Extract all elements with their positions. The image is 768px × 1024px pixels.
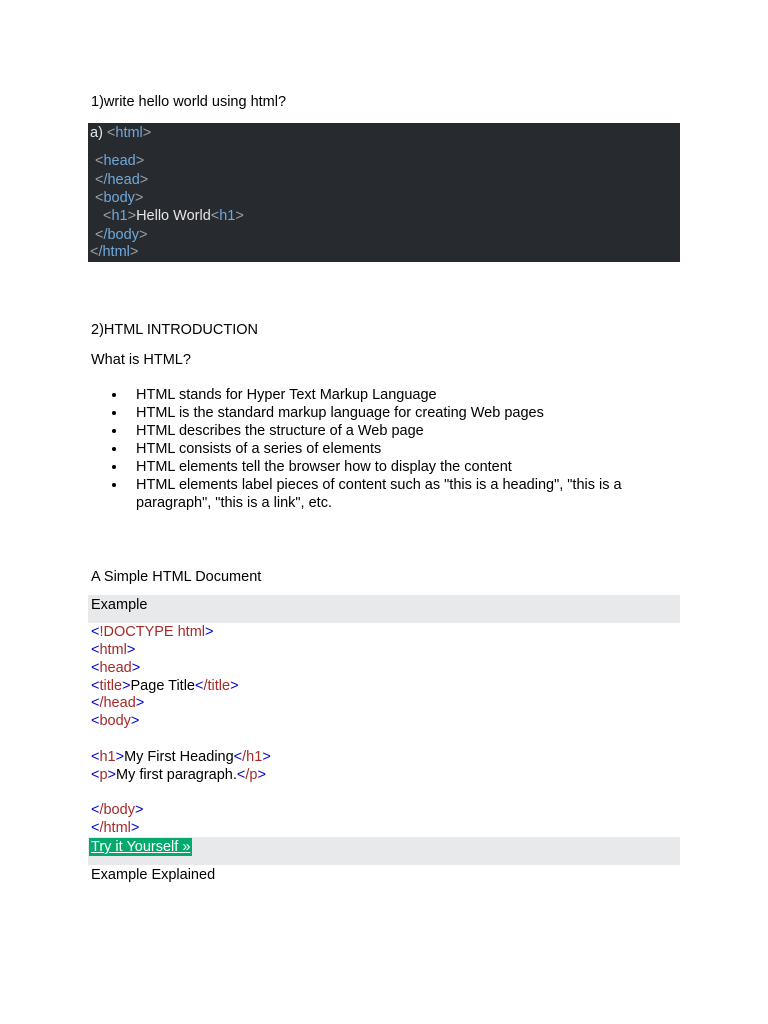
code-tag: body: [99, 713, 131, 729]
code-tag: h1: [111, 208, 128, 224]
example-explained-heading: Example Explained: [91, 867, 216, 883]
intro-heading: 2)HTML INTRODUCTION: [91, 322, 259, 338]
code-tag: !DOCTYPE html: [99, 624, 206, 640]
bullet-dot-icon: [112, 465, 116, 469]
code-line-1: a) <html>: [90, 125, 152, 141]
code-tag: /body: [103, 227, 139, 243]
code-text: My first paragraph.: [116, 767, 237, 783]
html-facts-list: [112, 386, 672, 512]
code-line-h1: <h1>My First Heading</h1>: [91, 749, 271, 765]
code-line-html-close: </html>: [91, 820, 140, 836]
code-tag: p: [99, 767, 108, 783]
list-item-text: HTML stands for Hyper Text Markup Language: [136, 387, 437, 403]
bullet-dot-icon: [112, 429, 116, 433]
try-it-yourself-container: [89, 838, 192, 856]
code-tag: head: [103, 153, 136, 169]
list-item: [112, 404, 672, 422]
code-tag: body: [103, 190, 135, 206]
code-tag: /head: [99, 695, 136, 711]
example-label: Example: [91, 597, 148, 613]
list-item-text: HTML is the standard markup language for creating Web pages: [136, 405, 544, 421]
code-tag: head: [99, 660, 132, 676]
example-header-bar: [88, 595, 680, 623]
list-item: [112, 386, 672, 404]
list-item: [112, 458, 672, 476]
code-line-body-open: <body>: [91, 713, 140, 729]
question-1-title: 1)write hello world using html?: [91, 94, 287, 110]
code-tag: /body: [99, 802, 135, 818]
bullet-dot-icon: [112, 447, 116, 451]
code-tag: html: [115, 125, 143, 141]
code-line-html-open: <html>: [91, 642, 136, 658]
code-line-5: <h1>Hello World<h1>: [103, 208, 244, 224]
code-tag: h1: [219, 208, 236, 224]
code-line-2: <head>: [95, 153, 145, 169]
hello-world-code-block: [88, 123, 680, 262]
list-item-text: HTML elements label pieces of content such as "this is a heading", "this is a paragraph", "this is a link", etc.: [136, 477, 622, 511]
code-tag: /html: [98, 244, 130, 260]
code-line-title: <title>Page Title</title>: [91, 678, 239, 694]
list-item-text: HTML describes the structure of a Web page: [136, 423, 424, 439]
code-line-7: </html>: [90, 244, 139, 260]
code-line-3: </head>: [95, 172, 149, 188]
code-line-doctype: <!DOCTYPE html>: [91, 624, 214, 640]
bullet-dot-icon: [112, 411, 116, 415]
list-item-text: HTML consists of a series of elements: [136, 441, 382, 457]
answer-prefix: a): [90, 125, 107, 141]
bullet-dot-icon: [112, 393, 116, 397]
code-line-4: <body>: [95, 190, 144, 206]
code-line-p: <p>My first paragraph.</p>: [91, 767, 266, 783]
code-line-head-open: <head>: [91, 660, 141, 676]
code-tag: /html: [99, 820, 131, 836]
code-line-head-close: </head>: [91, 695, 145, 711]
code-line-6: </body>: [95, 227, 148, 243]
code-text: Page Title: [130, 678, 196, 694]
bullet-dot-icon: [112, 483, 116, 487]
code-tag: /h1: [242, 749, 263, 765]
try-it-yourself-button[interactable]: Try it Yourself »: [91, 839, 191, 855]
list-item-text: HTML elements tell the browser how to display the content: [136, 459, 512, 475]
intro-subheading: What is HTML?: [91, 352, 191, 368]
list-item: [112, 476, 656, 512]
section-heading: A Simple HTML Document: [91, 569, 262, 585]
list-item: [112, 422, 672, 440]
code-tag: title: [99, 678, 123, 694]
code-text: My First Heading: [124, 749, 234, 765]
code-tag: h1: [99, 749, 116, 765]
code-tag: html: [99, 642, 127, 658]
code-tag: /head: [103, 172, 140, 188]
code-tag: /p: [245, 767, 258, 783]
code-tag: /title: [203, 678, 231, 694]
list-item: [112, 440, 672, 458]
code-text: Hello World: [136, 208, 211, 224]
code-line-body-close: </body>: [91, 802, 144, 818]
